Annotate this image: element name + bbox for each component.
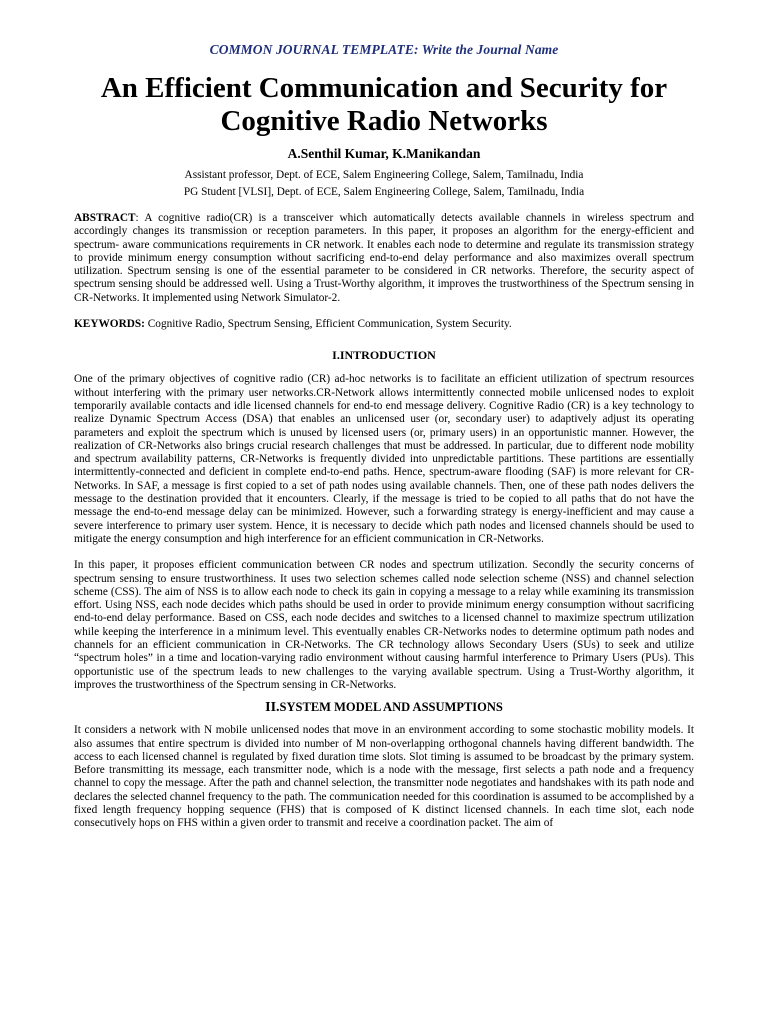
abstract xyxy=(74,212,694,305)
title-line-1: An Efficient Communication and Security for xyxy=(100,72,668,104)
title-line-2: Cognitive Radio Networks xyxy=(220,105,548,137)
journal-header: COMMON JOURNAL TEMPLATE: Write the Journal Name xyxy=(209,42,559,57)
section-number: II. xyxy=(265,700,280,716)
section-heading-introduction: I.INTRODUCTION xyxy=(332,348,436,363)
keywords xyxy=(74,318,694,331)
author-list: A.Senthil Kumar, K.Manikandan xyxy=(287,146,481,161)
affiliation-2: PG Student [VLSI], Dept. of ECE, Salem Engineering College, Salem, Tamilnadu, India xyxy=(183,186,585,198)
keywords-text: Cognitive Radio, Spectrum Sensing, Efficient Communication, System Security. xyxy=(144,318,512,331)
abstract-text: : A cognitive radio(CR) is a transceiver which automatically detects available channels in wireless spectrum and accordingly changes its transmission or reception parameters. In this paper, it proposes an algorithm for the energy-efficient and spectrum- aware communications requirements in CR network. It enables each node to determine and regulate its transmission strategy to provide minimum energy consumption without sacrificing end-to-end delay performance and also maximizes overall spectrum utilization. Spectrum sensing is one of the essential parameter to be considered in CR networks. Therefore, the security aspect of spectrum sensing should be addressed well. Using a Trust-Worthy algorithm, it improves the trustworthiness of the Spectrum sensing in CR-Networks. It implemented using Network Simulator-2. xyxy=(74,212,694,304)
section-title: SYSTEM MODEL AND ASSUMPTIONS xyxy=(279,700,503,715)
section-heading-system-model xyxy=(74,700,694,716)
intro-paragraph-2: In this paper, it proposes efficient communication between CR nodes and spectrum utilization. Secondly the security concerns of spectrum sensing to ensure trustworthiness. It uses two selection schemes called node selection scheme (NSS) and channel selection scheme (CSS). The aim of NSS is to allow each node to check its gain in copying a message to a relay while examining its transmission effort. Using NSS, each node decides which paths should be used in order to provide minimum energy consumption without sacrificing end-to-end delay performance. Based on CSS, each node decides and switches to a licensed channel to maximize spectrum utilization while keeping the interference in a minimum level. This eventually enables CR-Networks nodes to determine optimum path nodes and channels for an efficient communication in CR-Networks. The CR technology allows Secondary Users (SUs) to seek and utilize “spectrum holes” in a time and location-varying radio environment without causing harmful interference to Primary Users (PUs). This opportunistic use of the spectrum leads to new challenges to the varying available spectrum. Using a Trust-Worthy algorithm, it improves the trustworthiness of the Spectrum sensing in CR-Networks. xyxy=(74,559,694,691)
affiliation-1: Assistant professor, Dept. of ECE, Salem Engineering College, Salem, Tamilnadu, India xyxy=(184,169,584,181)
keywords-label: KEYWORDS: xyxy=(74,318,145,331)
paper-title xyxy=(74,72,694,138)
intro-paragraph-1: One of the primary objectives of cognitive radio (CR) ad-hoc networks is to facilitate an efficient utilization of spectrum resources without interfering with the primary user networks.CR-Network allows intermittently connected mobile unlicensed nodes to exploit temporarily available contacts and idle licensed channels for end-to end message delivery. Cognitive Radio (CR) is a key technology to realize Dynamic Spectrum Access (DSA) that enables an unlicensed user (or, secondary user) to adaptively adjust its operating parameters and exploit the spectrum which is unused by licensed users (or, primary users) in an opportunistic manner. However, the realization of CR-Networks also brings crucial research challenges that must be addressed. In particular, due to different node mobility and spectrum availability patterns, CR-Networks is frequently divided into unpredictable partitions. These partitions are essentially intermittently-connected and deficient in complete end-to-end paths. Hence, spectrum-aware flooding (SAF) is more relevant for CR-Networks. In SAF, a message is first copied to a set of path nodes using available channels. Then, one of these path nodes delivers the message to the destination provided that it encounters. Clearly, if the message is tried to be copied to all paths that do not have the message the end-to-end message delay can be minimized. However, such a forwarding strategy is energy-inefficient and may cause a severe interference to primary user system. Hence, it is necessary to decide which path nodes and licensed channels should be used to mitigate the energy consumption and high interference for an efficient communication in CR-Networks. xyxy=(74,373,694,545)
abstract-label: ABSTRACT xyxy=(74,212,136,224)
system-model-paragraph-1: It considers a network with N mobile unlicensed nodes that move in an environment according to some stochastic mobility models. It also assumes that entire spectrum is divided into number of M non-overlapping orthogonal channels having different bandwidth. The access to each licensed channel is regulated by fixed duration time slots. Slot timing is assumed to be broadcast by the primary system. Before transmitting its message, each transmitter node, which is a node with the message, first selects a path node and a frequency channel to copy the message. After the path and channel selection, the transmitter node negotiates and handshakes with its path node and declares the selected channel frequency to the path. The communication needed for this coordination is assumed to be accomplished by a fixed length frequency hopping sequence (FHS) that is composed of K distinct licensed channels. In each time slot, each node consecutively hops on FHS within a given order to transmit and receive a coordination packet. The aim of xyxy=(74,724,694,830)
